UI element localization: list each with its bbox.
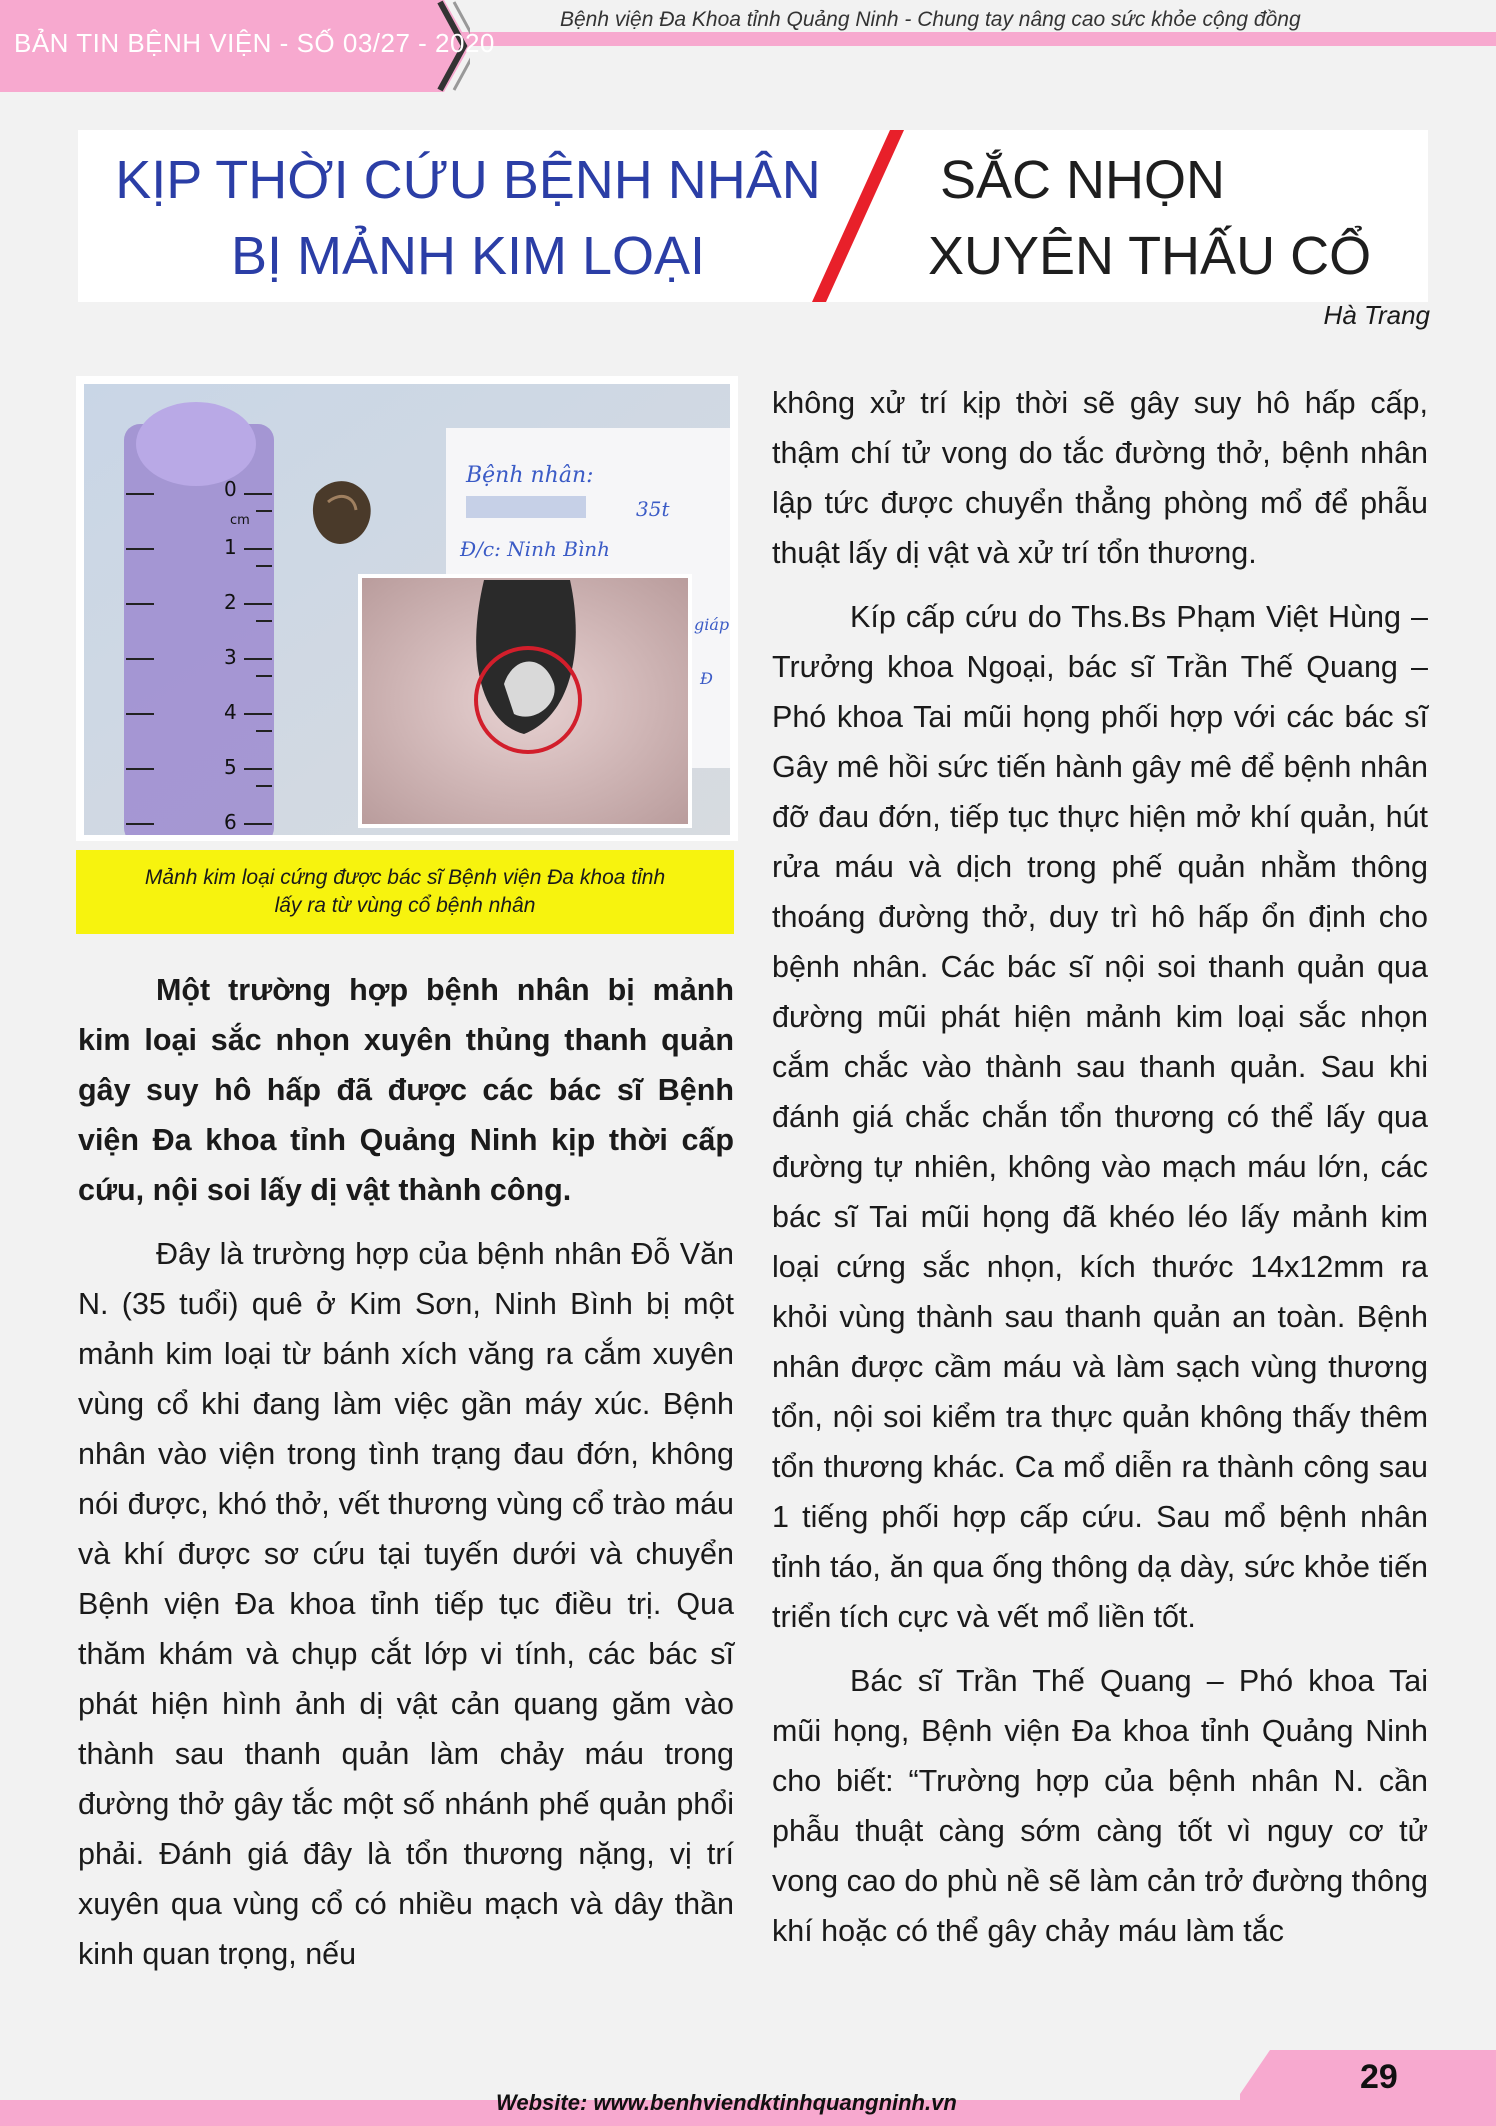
blurred-name	[466, 496, 586, 518]
author-name: Hà Trang	[1323, 300, 1430, 330]
note-text-age: 35t	[636, 497, 670, 521]
photo-caption	[76, 850, 734, 934]
paragraph-3: Bác sĩ Trần Thế Quang – Phó khoa Tai mũi họng, Bệnh viện Đa khoa tỉnh Quảng Ninh cho biết: “Trường hợp của bệnh nhân N. cần phẫu thuật càng sớm càng tốt vì nguy cơ tử vong cao do phù nề sẽ làm cản trở đường thông khí hoặc có thể gây chảy máu làm tắc	[772, 1664, 1428, 1948]
left-column	[78, 965, 734, 1979]
paragraph-1: Đây là trường hợp của bệnh nhân Đỗ Văn N. (35 tuổi) quê ở Kim Sơn, Ninh Bình bị một mảnh kim loại từ bánh xích văng ra cắm xuyên vùng cổ khi đang làm việc gần máy xúc. Bệnh nhân vào viện trong tình trạng đau đớn, không nói được, khó thở, vết thương vùng cổ trào máu và khí được sơ cứu tại tuyến dưới và chuyển Bệnh viện Đa khoa tỉnh tiếp tục điều trị. Qua thăm khám và chụp cắt lớp vi tính, các bác sĩ phát hiện hình ảnh dị vật cản quang găm vào thành sau thanh quản làm chảy máu trong đường thở gây tắc một số nhánh phế quản phổi phải. Đánh giá đây là tổn thương nặng, vị trí xuyên qua vùng cổ có nhiều mạch và dây thần kinh quan trọng, nếu	[78, 1237, 734, 1971]
svg-text:2: 2	[224, 590, 237, 614]
article-photo	[84, 384, 730, 835]
title-left-line1: KỊP THỜI CỨU BỆNH NHÂN	[115, 150, 821, 210]
title-right-line2: XUYÊN THẤU CỔ	[928, 226, 1372, 286]
title-right-line1: SẮC NHỌN	[940, 150, 1226, 210]
svg-text:3: 3	[224, 645, 237, 669]
svg-text:5: 5	[224, 755, 237, 779]
note-text-address: Đ/c: Ninh Bình	[460, 537, 611, 561]
note-text-extra: giáp	[694, 615, 730, 634]
caption-line2: lấy ra từ vùng cổ bệnh nhân	[274, 894, 536, 917]
ruler-magnifier	[136, 402, 256, 486]
page-number: 29	[1360, 2058, 1398, 2096]
title-slash	[78, 130, 1428, 302]
right-column	[772, 378, 1428, 1956]
svg-text:1: 1	[224, 535, 237, 559]
note-text-extra2: Đ	[700, 669, 713, 688]
svg-text:6: 6	[224, 810, 237, 834]
footer-website: Website: www.benhviendktinhquangninh.vn	[496, 2090, 957, 2115]
article-title	[78, 130, 1428, 302]
lead-paragraph: Một trường hợp bệnh nhân bị mảnh kim loại sắc nhọn xuyên thủng thanh quản gây suy hô hấp đã được các bác sĩ Bệnh viện Đa khoa tỉnh Quảng Ninh kịp thời cấp cứu, nội soi lấy dị vật thành công.	[78, 973, 734, 1207]
paragraph-1-continued: không xử trí kịp thời sẽ gây suy hô hấp cấp, thậm chí tử vong do tắc đường thở, bệnh nhân lập tức được chuyển thẳng phòng mổ để phẫu thuật lấy dị vật và xử trí tổn thương.	[772, 386, 1428, 570]
paragraph-2: Kíp cấp cứu do Ths.Bs Phạm Việt Hùng – Trưởng khoa Ngoại, bác sĩ Trần Thế Quang – Phó khoa Tai mũi họng phối hợp với các bác sĩ Gây mê hồi sức tiến hành gây mê để bệnh nhân đỡ đau đớn, tiếp tục thực hiện mở khí quản, hút rửa máu và dịch trong phế quản nhằm thông thoáng đường thở, duy trì hô hấp ổn định cho bệnh nhân. Các bác sĩ nội soi thanh quản qua đường mũi phát hiện mảnh kim loại sắc nhọn cắm chắc vào thành sau thanh quản. Sau khi đánh giá chắc chắn tổn thương có thể lấy qua đường tự nhiên, không vào mạch máu lớn, các bác sĩ Tai mũi họng đã khéo léo lấy mảnh kim loại cứng sắc nhọn, kích thước 14x12mm ra khỏi vùng thành sau thanh quản an toàn. Bệnh nhân được cầm máu và làm sạch vùng thương tổn, nội soi kiểm tra thực quản không thấy thêm tổn thương khác. Ca mổ diễn ra thành công sau 1 tiếng phối hợp cấp cứu. Sau mổ bệnh nhân tỉnh táo, ăn qua ống thông dạ dày, sức khỏe tiến triển tích cực và vết mổ liền tốt.	[772, 600, 1428, 1634]
svg-text:cm: cm	[230, 513, 250, 528]
note-text-patient: Bệnh nhân:	[466, 463, 594, 488]
svg-text:0: 0	[224, 477, 237, 501]
header-tagline: Bệnh viện Đa Khoa tỉnh Quảng Ninh - Chung tay nâng cao sức khỏe cộng đồng	[560, 8, 1301, 31]
caption-line1: Mảnh kim loại cứng được bác sĩ Bệnh viện Đa khoa tỉnh	[144, 866, 666, 889]
title-red-slash	[812, 130, 904, 302]
title-left-line2: BỊ MẢNH KIM LOẠI	[230, 226, 706, 286]
issue-label: BẢN TIN BỆNH VIỆN - SỐ 03/27 - 2020	[14, 28, 495, 58]
svg-text:4: 4	[224, 700, 237, 724]
